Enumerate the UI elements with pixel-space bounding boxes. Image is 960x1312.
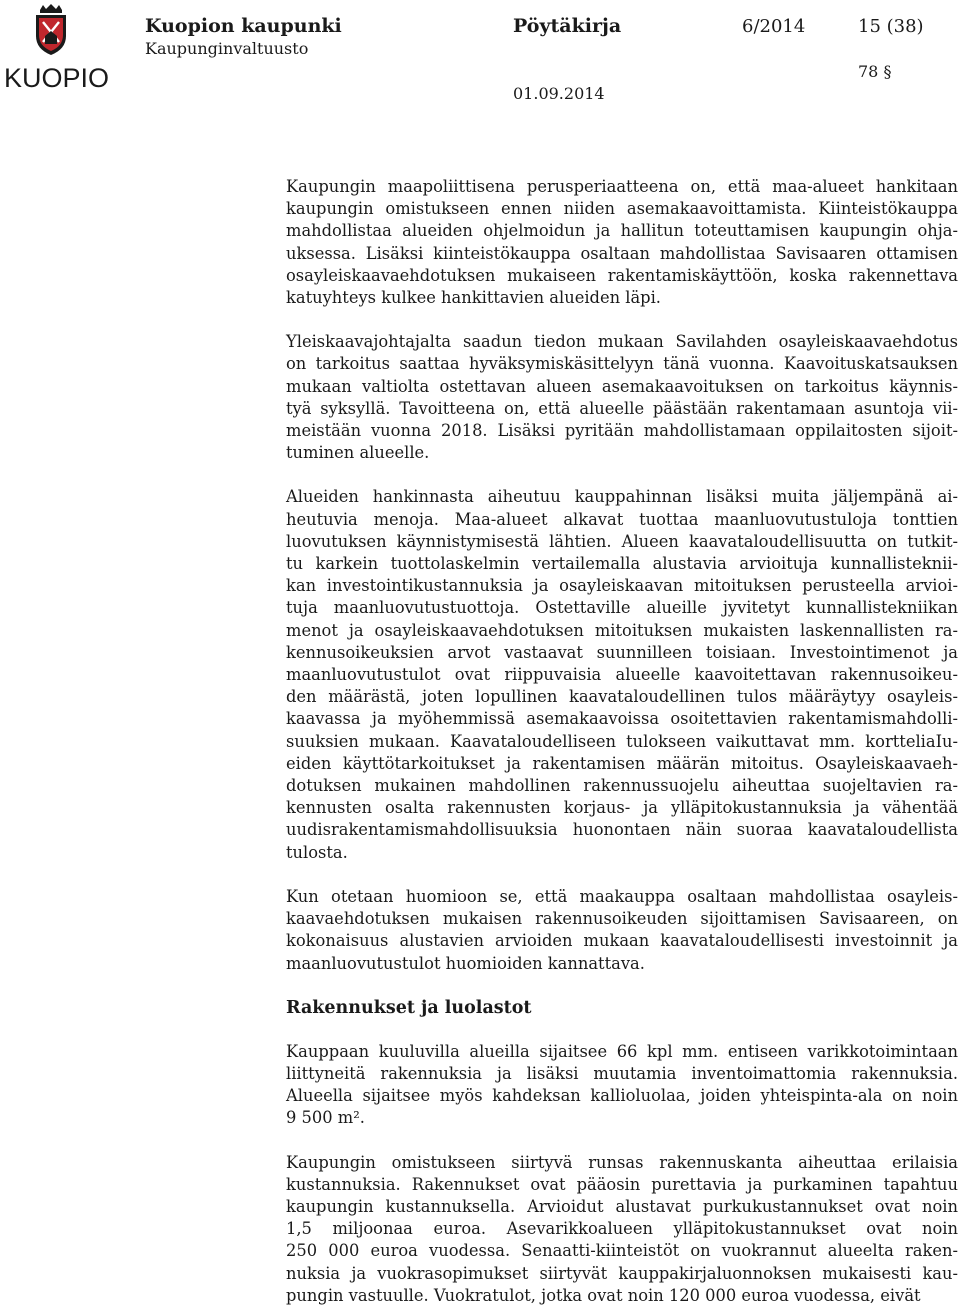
paragraph-line: uudisrakentamismahdollisuuksia huonontaen näin suoraa kaavataloudellista <box>286 820 958 840</box>
paragraph-line: tulosta. <box>286 842 348 862</box>
kuopio-coat-of-arms-icon <box>32 4 70 56</box>
paragraph-line: mahdollistaa alueiden ohjelmoidun ja hallitun toteuttamisen kaupungin ohja- <box>286 221 958 241</box>
paragraph-line: kennusten osalta rakennusten korjaus- ja ylläpitokustannuksia ja vähentää <box>286 798 958 818</box>
paragraph-line: Kaupungin omistukseen siirtyvä runsas rakennuskanta aiheuttaa erilaisia <box>286 1152 958 1172</box>
paragraph-line: kan investointikustannuksia ja osayleiskaavan mitoituksen perusteella arvioi- <box>286 576 958 596</box>
organization-name: Kuopion kaupunki <box>145 15 342 37</box>
document-number: 6/2014 <box>742 16 806 37</box>
body-paragraph <box>286 1041 958 1130</box>
paragraph-line: katuyhteys kulkee hankittavien alueiden läpi. <box>286 288 661 308</box>
body-paragraph <box>286 1152 958 1307</box>
paragraph-line: 250 000 euroa vuodessa. Senaatti-kiinteistöt on vuokrannut alueelta raken- <box>286 1241 958 1261</box>
paragraph-line: kokonaisuus alustavien arvioiden mukaan kaavataloudellisesti investoinnit ja <box>286 931 958 951</box>
paragraph-line: tuja maanluovutustuottoja. Ostettaville alueille jyvitetyt kunnallistekniikan <box>286 598 958 618</box>
paragraph-line: meistään vuonna 2018. Lisäksi pyritään mahdollistamaan oppilaitosten sijoit- <box>286 421 958 441</box>
paragraph-line: maanluovutustulot huomioiden kannattava. <box>286 953 645 973</box>
paragraph-line: on tarkoitus saattaa hyväksymiskäsittelyyn tänä vuonna. Kaavoituskatsauksen <box>286 354 958 374</box>
paragraph-line: tuminen alueelle. <box>286 443 430 463</box>
body-paragraph <box>286 886 958 975</box>
paragraph-line: kennusoikeuksien arvot vastaavat suunnilleen toisiaan. Investointimenot ja <box>286 642 958 662</box>
meeting-date: 01.09.2014 <box>513 84 605 103</box>
paragraph-line: suuksien mukaan. Kaavataloudelliseen tulokseen vaikuttavat mm. kortteliaIu- <box>286 731 958 751</box>
document-type: Pöytäkirja <box>513 15 622 37</box>
paragraph-line: tu karkein tuottolaskelmin vertailemalla alustavia arvioituja kunnallisteknii- <box>286 554 958 574</box>
paragraph-line: mukaan valtiolta ostettavan alueen asemakaavoituksen on tarkoitus käynnis- <box>286 376 958 396</box>
paragraph-line: heutuvia menoja. Maa-alueet alkavat tuottaa maanluovutustuloja tonttien <box>286 509 958 529</box>
paragraph-line: kaupungin omistukseen ennen niiden asemakaavoittamista. Kiinteistökauppa <box>286 199 958 219</box>
paragraph-line: eiden käyttötarkoitukset ja rakentamisen määrän mitoitus. Osayleiskaavaeh- <box>286 753 958 773</box>
page-number: 15 (38) <box>858 16 924 37</box>
body-paragraph <box>286 331 958 464</box>
paragraph-line: uksessa. Lisäksi kiinteistökauppa osaltaan mahdollistaa Savisaaren ottamisen <box>286 243 958 263</box>
logo-wordmark: KUOPIO <box>4 63 110 93</box>
section-heading: Rakennukset ja luolastot <box>286 997 532 1018</box>
paragraph-line: osayleiskaavaehdotuksen mukaiseen rakentamiskäyttöön, koska rakennettava <box>286 265 958 285</box>
governing-body: Kaupunginvaltuusto <box>145 39 309 58</box>
paragraph-line: 9 500 m². <box>286 1108 365 1128</box>
paragraph-line: Yleiskaavajohtajalta saadun tiedon mukaan Savilahden osayleiskaavaehdotus <box>286 332 958 352</box>
paragraph-line: maanluovutustulot ovat riippuvaisia alueelle kaavoitettavan rakennusoikeu- <box>286 665 958 685</box>
paragraph-line: luovutuksen käynnistymisestä lähtien. Alueen kaavataloudellisuutta on tutkit- <box>286 531 958 551</box>
kuopio-logo <box>4 4 110 93</box>
body-paragraph <box>286 176 958 309</box>
document-body <box>286 176 958 1312</box>
paragraph-line: liittyneitä rakennuksia ja lisäksi muutamia inventoimattomia rakennuksia. <box>286 1063 958 1083</box>
paragraph-line: kaupungin kustannuksella. Arvioidut alustavat purkukustannukset ovat noin <box>286 1196 958 1216</box>
paragraph-line: Kaupungin maapoliittisena perusperiaatteena on, että maa-alueet hankitaan <box>286 177 958 196</box>
paragraph-line: menot ja osayleiskaavaehdotuksen mitoituksen mukaisten laskennallisten ra- <box>286 620 958 640</box>
body-paragraph <box>286 486 958 863</box>
paragraph-line: den määrästä, joten lopullinen kaavataloudellinen tulos määräytyy osayleis- <box>286 687 958 707</box>
section-number: 78 § <box>858 62 892 81</box>
paragraph-line: kustannuksia. Rakennukset ovat pääosin purettavia ja purkaminen tapahtuu <box>286 1174 958 1194</box>
paragraph-line: 1,5 miljoonaa euroa. Asevarikkoalueen ylläpitokustannukset ovat noin <box>286 1219 958 1239</box>
paragraph-line: Kauppaan kuuluvilla alueilla sijaitsee 66 kpl mm. entiseen varikkotoimintaan <box>286 1041 958 1061</box>
paragraph-line: tyä syksyllä. Tavoitteena on, että alueelle päästään rakentamaan asuntoja vii- <box>286 398 958 418</box>
paragraph-line: kaavassa ja myöhemmissä asemakaavoissa osoitettavien rakentamismahdolli- <box>286 709 958 729</box>
paragraph-line: nuksia ja vuokrasopimukset siirtyvät kauppakirjaluonnoksen mukaisesti kau- <box>286 1263 958 1283</box>
paragraph-line: dotuksen mukainen mahdollinen rakennussuojelu aiheuttaa suojeltavien ra- <box>286 776 958 796</box>
paragraph-line: Kun otetaan huomioon se, että maakauppa osaltaan mahdollistaa osayleis- <box>286 886 958 906</box>
paragraph-line: Alueella sijaitsee myös kahdeksan kallioluolaa, joiden yhteispinta-ala on noin <box>286 1086 958 1106</box>
paragraph-line: Alueiden hankinnasta aiheutuu kauppahinnan lisäksi muita jäljempänä ai- <box>286 487 958 507</box>
paragraph-line: pungin vastuulle. Vuokratulot, jotka ovat noin 120 000 euroa vuodessa, eivät <box>286 1285 921 1305</box>
paragraph-line: kaavaehdotuksen mukaisen rakennusoikeuden sijoittamisen Savisaareen, on <box>286 909 958 929</box>
